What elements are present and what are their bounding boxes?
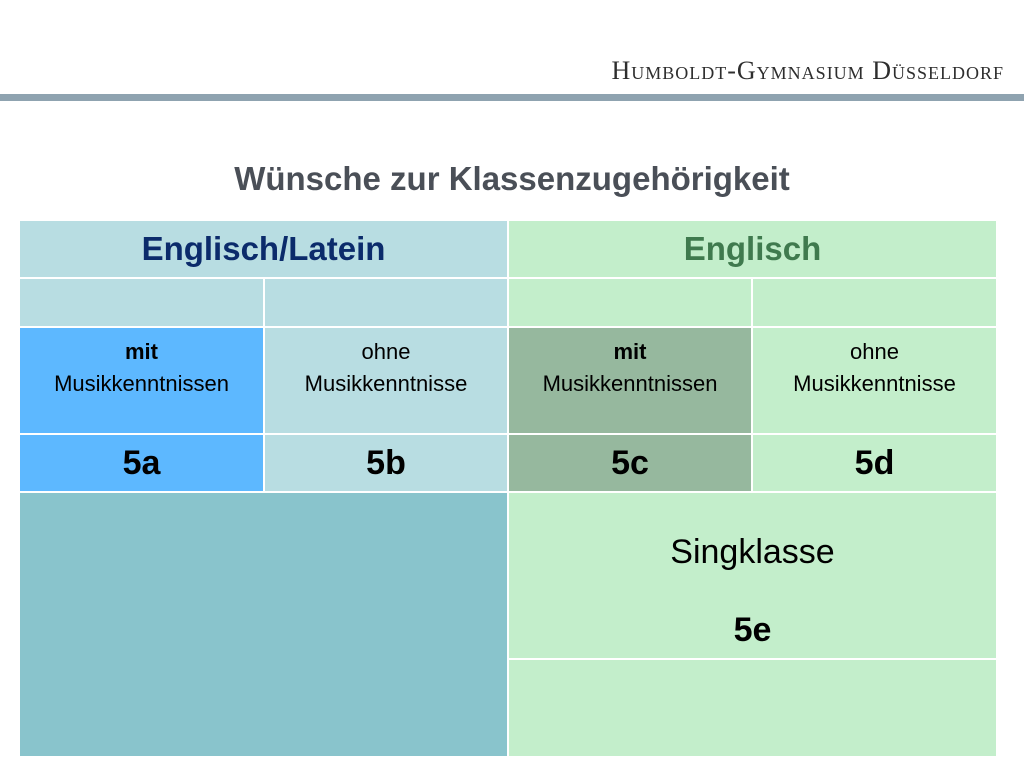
description-text: Musikkenntnissen bbox=[542, 371, 718, 396]
class-description-5c bbox=[509, 328, 753, 435]
empty-cell bbox=[265, 279, 509, 328]
empty-cell bbox=[509, 660, 996, 756]
school-name: Humboldt-Gymnasium Düsseldorf bbox=[611, 56, 1004, 85]
description-text: Musikkenntnisse bbox=[793, 371, 956, 396]
class-name-5a: 5a bbox=[20, 435, 265, 493]
empty-cell bbox=[753, 279, 996, 328]
description-text: Musikkenntnissen bbox=[54, 371, 229, 396]
header-rule bbox=[0, 94, 1024, 101]
empty-cell bbox=[20, 279, 265, 328]
class-name-5d: 5d bbox=[753, 435, 996, 493]
slide-title: Wünsche zur Klassenzugehörigkeit bbox=[234, 160, 790, 197]
sing-class-name: 5e bbox=[733, 611, 772, 649]
empty-cell bbox=[509, 279, 753, 328]
description-text: Musikkenntnisse bbox=[304, 371, 468, 396]
class-table bbox=[20, 221, 996, 756]
description-qualifier: mit bbox=[125, 339, 158, 364]
description-qualifier: ohne bbox=[850, 339, 899, 364]
group-heading-englisch-latein: Englisch/Latein bbox=[20, 221, 509, 279]
class-description-5b bbox=[265, 328, 509, 435]
description-qualifier: ohne bbox=[361, 339, 411, 364]
englisch-latein-empty-block bbox=[20, 493, 509, 756]
description-qualifier: mit bbox=[613, 339, 647, 364]
sing-class-cell bbox=[509, 493, 996, 660]
group-heading-englisch: Englisch bbox=[509, 221, 996, 279]
class-description-5a bbox=[20, 328, 265, 435]
class-name-5b: 5b bbox=[265, 435, 509, 493]
sing-class-label: Singklasse bbox=[670, 533, 835, 571]
class-description-5d bbox=[753, 328, 996, 435]
class-name-5c: 5c bbox=[509, 435, 753, 493]
